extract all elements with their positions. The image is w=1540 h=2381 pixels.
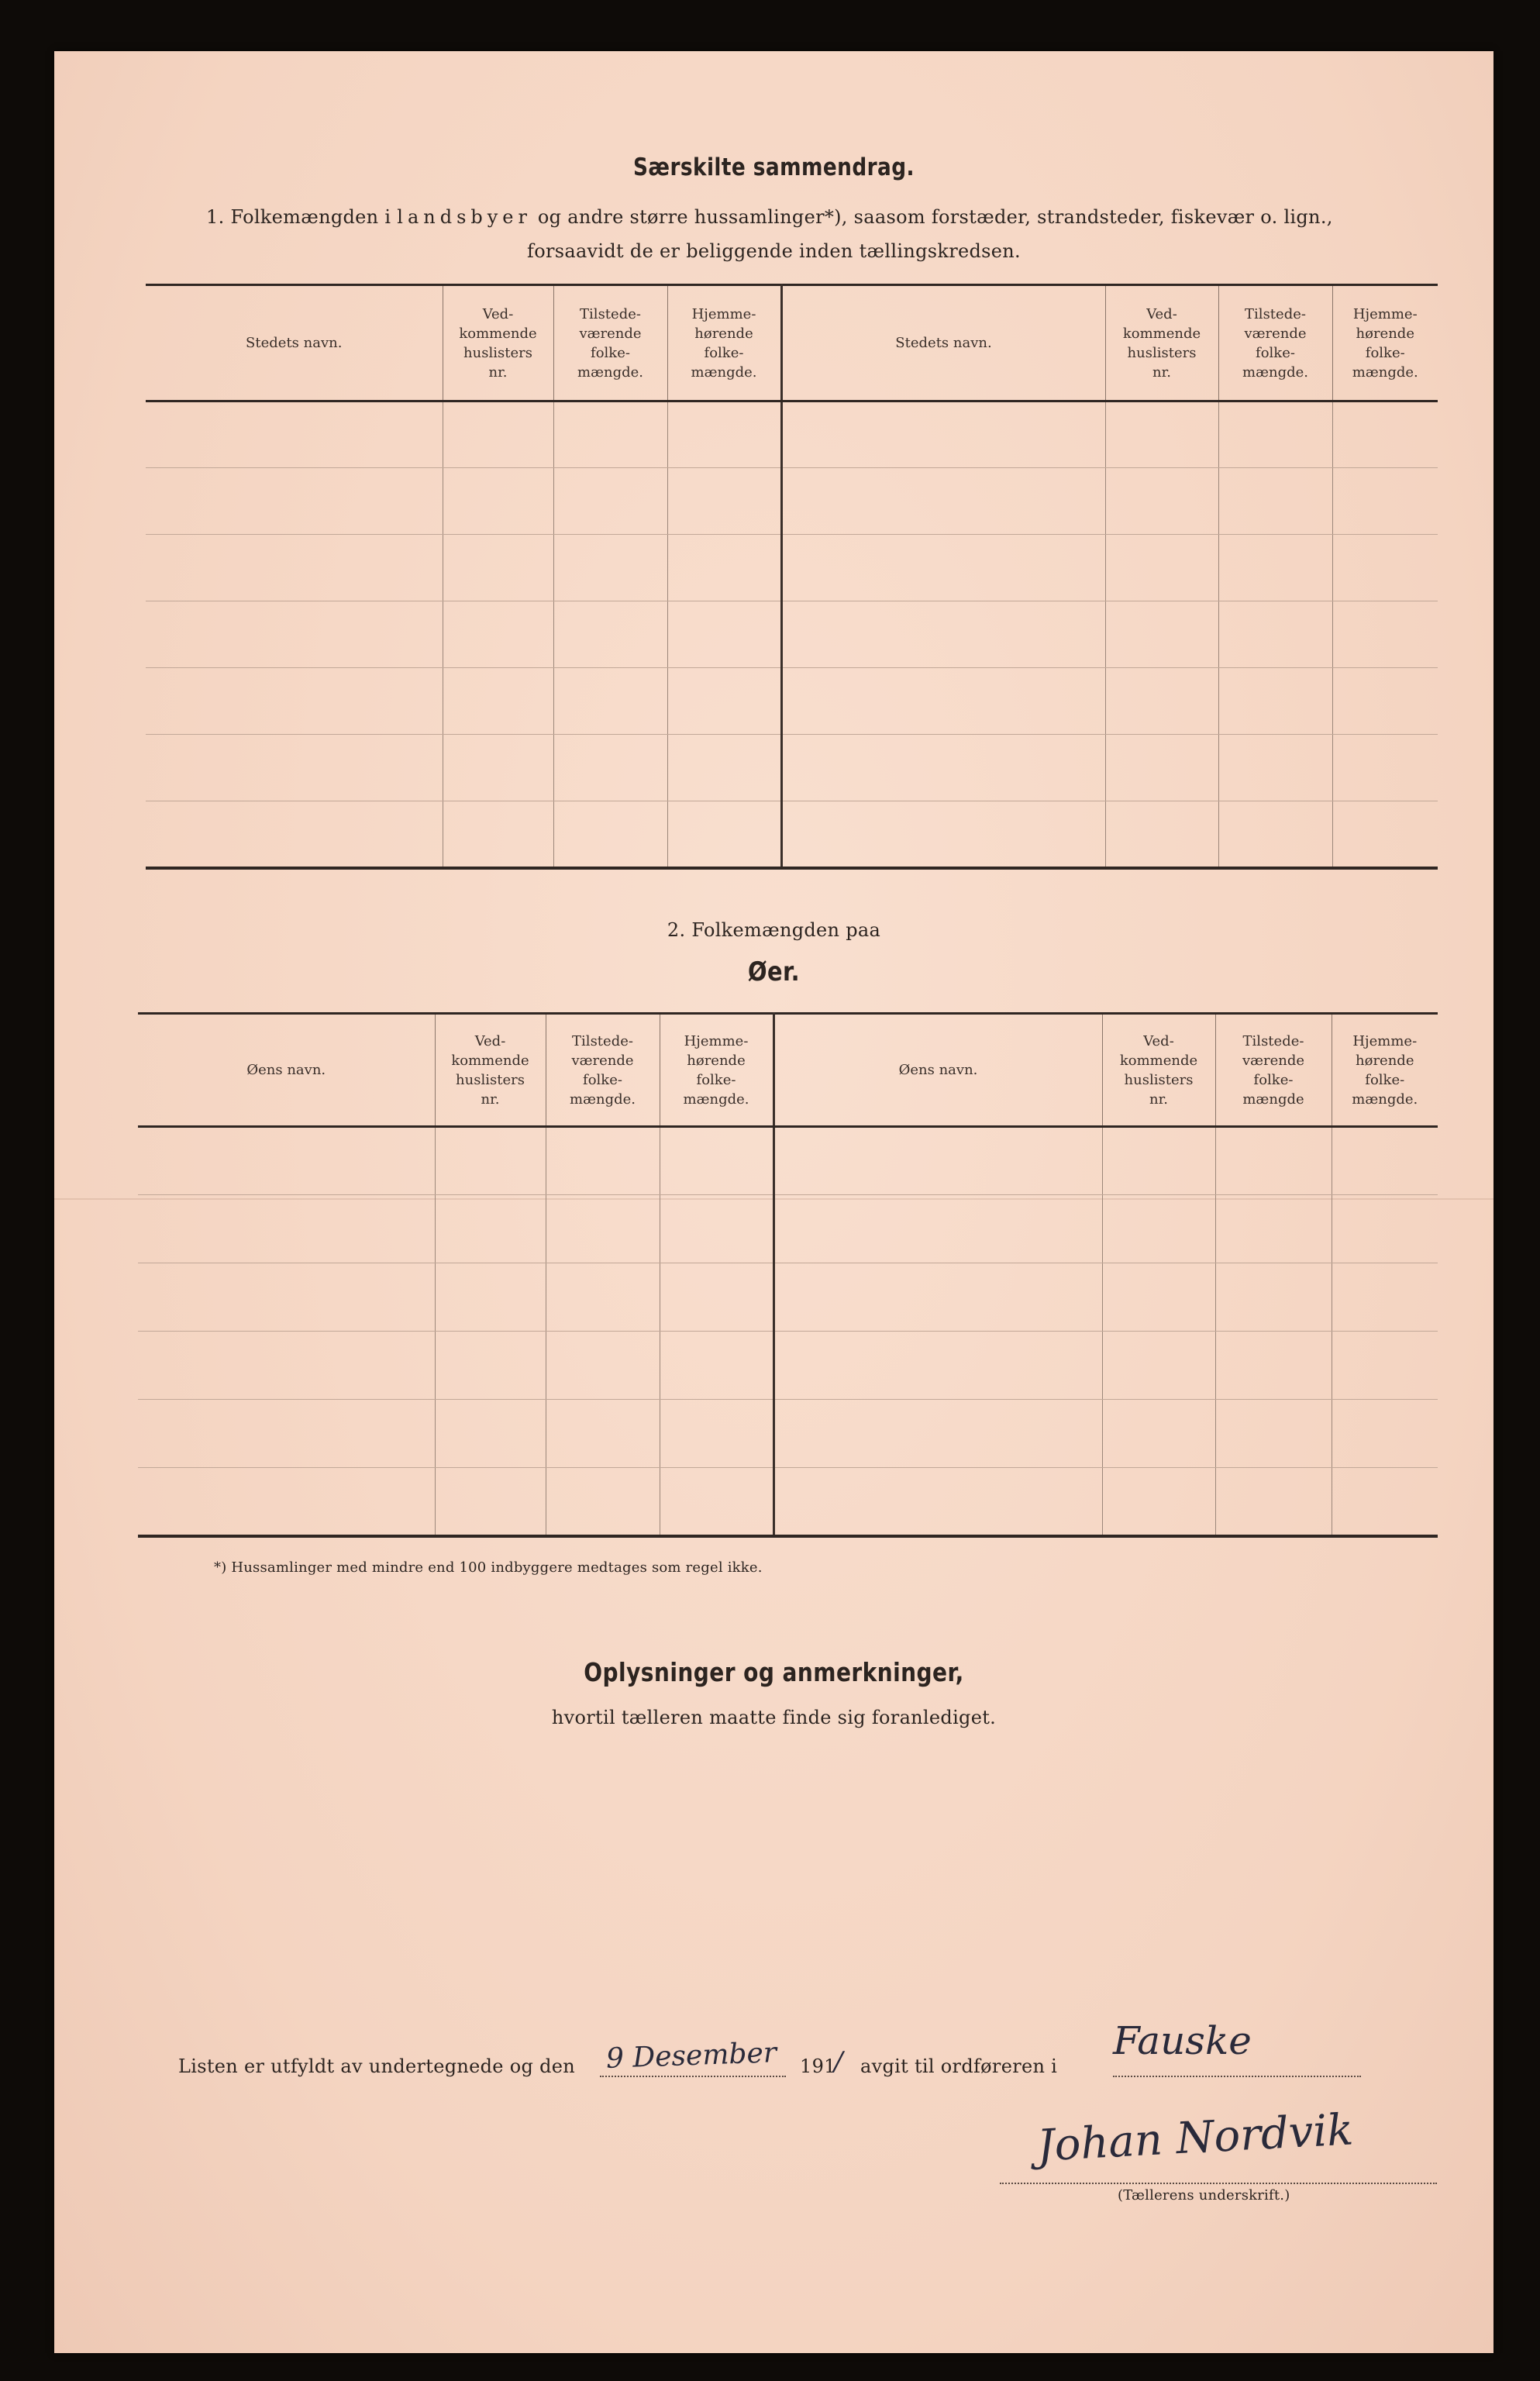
table-cell <box>781 401 1105 468</box>
column-header-line: Hjemme- <box>684 1032 749 1049</box>
closing-text-1: Listen er utfyldt av undertegnede og den <box>178 2055 576 2077</box>
table-cell <box>146 801 443 868</box>
column-header <box>435 1014 546 1127</box>
column-header-line: Ved- <box>482 305 514 322</box>
table-cell <box>1218 468 1332 535</box>
column-header-line: mængde. <box>577 364 643 381</box>
column-header-line: Ved- <box>474 1032 506 1049</box>
table-cell <box>781 535 1105 601</box>
table-cell <box>773 1195 1102 1263</box>
column-header-line: nr. <box>481 1091 500 1108</box>
table-cell <box>1332 468 1438 535</box>
table-cell <box>667 535 781 601</box>
table-cell <box>146 601 443 668</box>
table-cell <box>553 735 667 801</box>
table-row <box>146 601 1438 668</box>
table-cell <box>1332 735 1438 801</box>
table-cell <box>138 1332 435 1400</box>
table-row <box>138 1400 1438 1468</box>
table-cell <box>443 468 553 535</box>
table-cell <box>773 1332 1102 1400</box>
column-header-line: nr. <box>488 364 508 381</box>
table-cell <box>781 801 1105 868</box>
column-header-line: værende <box>579 325 642 342</box>
column-header-line: folke- <box>696 1071 736 1088</box>
table-cell <box>138 1468 435 1536</box>
column-header-line: folke- <box>704 344 744 361</box>
column-header-line: folke- <box>1253 1071 1294 1088</box>
footnote: *) Hussamlinger med mindre end 100 indbyggere medtages som regel ikke. <box>214 1559 763 1576</box>
table-row <box>138 1127 1438 1195</box>
table-cell <box>1105 401 1218 468</box>
section1-text-start: Folkemængden i <box>230 206 391 228</box>
column-header <box>1215 1014 1332 1127</box>
table-cell <box>1215 1468 1332 1536</box>
column-header-line: Hjemme- <box>691 305 756 322</box>
column-header-line: folke- <box>1256 344 1295 361</box>
table-cell <box>138 1400 435 1468</box>
column-header <box>781 285 1105 401</box>
column-header-line: værende <box>571 1052 634 1069</box>
table-cell <box>1102 1400 1215 1468</box>
page-title: Særskilte sammendrag. <box>633 153 915 181</box>
table-cell <box>660 1468 773 1536</box>
section1-text-spaced: landsbyer <box>397 206 532 228</box>
column-header-line: hørende <box>1356 325 1414 342</box>
table-cell <box>553 401 667 468</box>
handwritten-signature: Johan Nordvik <box>1035 2104 1355 2172</box>
table-cell <box>1105 801 1218 868</box>
column-header-line: Tilstede- <box>580 305 641 322</box>
table-cell <box>1332 1468 1438 1536</box>
table-cell <box>1105 668 1218 735</box>
table-cell <box>553 668 667 735</box>
table-cell <box>660 1195 773 1263</box>
column-header-line: mængde. <box>683 1091 749 1108</box>
table-cell <box>546 1332 660 1400</box>
table-cell <box>667 735 781 801</box>
column-header <box>443 285 553 401</box>
table-cell <box>138 1195 435 1263</box>
table-cell <box>546 1263 660 1332</box>
column-header-line: huslisters <box>463 344 532 361</box>
table-cell <box>1215 1263 1332 1332</box>
table-cell <box>1332 1263 1438 1332</box>
table-cell <box>1332 1127 1438 1195</box>
section1-intro-line2: forsaavidt de er beliggende inden tællingskredsen. <box>527 240 1021 262</box>
handwritten-place: Fauske <box>1113 2018 1252 2063</box>
table-row <box>146 735 1438 801</box>
table-cell <box>1105 468 1218 535</box>
table-cell <box>546 1195 660 1263</box>
column-header <box>660 1014 773 1127</box>
table-cell <box>546 1468 660 1536</box>
table-cell <box>146 735 443 801</box>
column-header-line: Tilstede- <box>572 1032 633 1049</box>
column-header-line: hørende <box>694 325 753 342</box>
table-cell <box>553 535 667 601</box>
table-cell <box>1102 1468 1215 1536</box>
table-cell <box>1102 1195 1215 1263</box>
column-header-line: huslisters <box>1124 1071 1194 1088</box>
column-header <box>667 285 781 401</box>
table-cell <box>773 1468 1102 1536</box>
column-header <box>1102 1014 1215 1127</box>
table-islands <box>138 1012 1438 1538</box>
column-header-line: folke- <box>1365 1071 1405 1088</box>
table-cell <box>443 801 553 868</box>
column-header-line: folke- <box>591 344 630 361</box>
column-header-line: Hjemme- <box>1352 305 1418 322</box>
table-cell <box>773 1400 1102 1468</box>
closing-text-2: avgit til ordføreren i <box>860 2055 1058 2077</box>
remarks-title: Oplysninger og anmerkninger, <box>584 1657 964 1687</box>
form-sheet <box>54 51 1493 2353</box>
table-row <box>138 1332 1438 1400</box>
column-header <box>138 1014 435 1127</box>
table-cell <box>1332 401 1438 468</box>
column-header-line: Ved- <box>1146 305 1177 322</box>
table-cell <box>443 735 553 801</box>
column-header <box>146 285 443 401</box>
section1-number: 1. <box>206 206 225 228</box>
table-cell <box>443 535 553 601</box>
table-cell <box>1332 535 1438 601</box>
column-header-line: folke- <box>1365 344 1405 361</box>
column-header <box>546 1014 660 1127</box>
column-header-line: Ved- <box>1143 1032 1174 1049</box>
column-header-line: folke- <box>583 1071 622 1088</box>
table-row <box>146 668 1438 735</box>
column-header-line: mængde. <box>1352 1091 1418 1108</box>
signature-caption: (Tællerens underskrift.) <box>1118 2187 1290 2204</box>
column-header <box>1332 285 1438 401</box>
table-row <box>146 401 1438 468</box>
table-cell <box>443 601 553 668</box>
column-header-line: kommende <box>459 325 537 342</box>
table-cell <box>443 401 553 468</box>
table-villages <box>146 284 1438 870</box>
column-header-line: Tilstede- <box>1245 305 1306 322</box>
column-header-line: kommende <box>1122 325 1201 342</box>
table-cell <box>1215 1127 1332 1195</box>
table-cell <box>1215 1400 1332 1468</box>
table-cell <box>435 1332 546 1400</box>
handwritten-date: 9 Desember <box>605 2037 777 2075</box>
table-cell <box>1105 735 1218 801</box>
column-header-line: mængde. <box>570 1091 636 1108</box>
section1-intro-line1 <box>206 206 1446 228</box>
table-cell <box>1105 535 1218 601</box>
table-cell <box>1102 1332 1215 1400</box>
table-cell <box>138 1263 435 1332</box>
table-cell <box>667 401 781 468</box>
table-cell <box>435 1400 546 1468</box>
table-cell <box>1218 668 1332 735</box>
handwritten-year: / <box>834 2046 843 2077</box>
column-header-line: Hjemme- <box>1352 1032 1418 1049</box>
column-header-line: huslisters <box>456 1071 525 1088</box>
table-cell <box>1218 401 1332 468</box>
table-cell <box>660 1127 773 1195</box>
table-cell <box>435 1263 546 1332</box>
table-cell <box>781 601 1105 668</box>
table-cell <box>1218 801 1332 868</box>
table-cell <box>146 535 443 601</box>
column-header-line: Øens navn. <box>246 1062 326 1078</box>
table-cell <box>1102 1263 1215 1332</box>
section2-title: Øer. <box>748 956 800 987</box>
column-header <box>773 1014 1102 1127</box>
table-cell <box>1105 601 1218 668</box>
column-header-line: Stedets navn. <box>246 335 343 351</box>
column-header-line: nr. <box>1152 364 1171 381</box>
table-cell <box>667 801 781 868</box>
table-cell <box>1218 535 1332 601</box>
column-header-line: Tilstede- <box>1242 1032 1304 1049</box>
table-cell <box>1332 1332 1438 1400</box>
column-header-line: mængde. <box>1352 364 1418 381</box>
column-header <box>1332 1014 1438 1127</box>
column-header-line: huslisters <box>1127 344 1197 361</box>
table-row <box>146 468 1438 535</box>
column-header <box>553 285 667 401</box>
table-cell <box>1215 1195 1332 1263</box>
column-header <box>1218 285 1332 401</box>
column-header-line: kommende <box>1119 1052 1198 1069</box>
table-cell <box>660 1400 773 1468</box>
table-cell <box>1332 801 1438 868</box>
column-header-line: Øens navn. <box>898 1062 978 1078</box>
table-cell <box>667 668 781 735</box>
table-cell <box>443 668 553 735</box>
table-cell <box>146 668 443 735</box>
table-cell <box>660 1263 773 1332</box>
column-header-line: kommende <box>451 1052 529 1069</box>
table-cell <box>1215 1332 1332 1400</box>
table-cell <box>553 601 667 668</box>
table-row <box>138 1263 1438 1332</box>
column-header-line: værende <box>1244 325 1307 342</box>
table-row <box>146 801 1438 868</box>
column-header-line: Stedets navn. <box>895 335 992 351</box>
table-cell <box>1332 1195 1438 1263</box>
table-cell <box>1102 1127 1215 1195</box>
table-cell <box>435 1468 546 1536</box>
section1-text-end: og andre større hussamlinger*), saasom forstæder, strandsteder, fiskevær o. lign., <box>537 206 1333 228</box>
column-header-line: mængde. <box>691 364 757 381</box>
table-cell <box>553 801 667 868</box>
table-cell <box>1218 735 1332 801</box>
table-cell <box>660 1332 773 1400</box>
remarks-subtitle: hvortil tælleren maatte finde sig foranlediget. <box>551 1707 997 1728</box>
place-line <box>1113 2076 1361 2077</box>
table-cell <box>781 735 1105 801</box>
column-header-line: hørende <box>687 1052 746 1069</box>
column-header-line: hørende <box>1356 1052 1414 1069</box>
table-cell <box>546 1127 660 1195</box>
table-cell <box>146 401 443 468</box>
year-prefix: 191 <box>800 2055 836 2077</box>
table-row <box>138 1468 1438 1536</box>
table-cell <box>546 1400 660 1468</box>
table-cell <box>667 468 781 535</box>
column-header-line: mængde. <box>1242 364 1308 381</box>
column-header <box>1105 285 1218 401</box>
table-cell <box>138 1127 435 1195</box>
column-header-line: nr. <box>1149 1091 1168 1108</box>
column-header-line: mængde <box>1242 1091 1304 1108</box>
table-cell <box>773 1263 1102 1332</box>
table-cell <box>667 601 781 668</box>
table-row <box>138 1195 1438 1263</box>
signature-line <box>1000 2183 1437 2184</box>
table-cell <box>781 468 1105 535</box>
column-header-line: værende <box>1242 1052 1305 1069</box>
table-row <box>146 535 1438 601</box>
table-cell <box>1218 601 1332 668</box>
table-cell <box>1332 1400 1438 1468</box>
table-cell <box>146 468 443 535</box>
table-cell <box>1332 668 1438 735</box>
section2-heading: 2. Folkemængden paa <box>667 919 881 941</box>
table-cell <box>781 668 1105 735</box>
date-line <box>600 2076 786 2077</box>
table-cell <box>1332 601 1438 668</box>
table-cell <box>773 1127 1102 1195</box>
table-cell <box>553 468 667 535</box>
table-cell <box>435 1127 546 1195</box>
table-cell <box>435 1195 546 1263</box>
